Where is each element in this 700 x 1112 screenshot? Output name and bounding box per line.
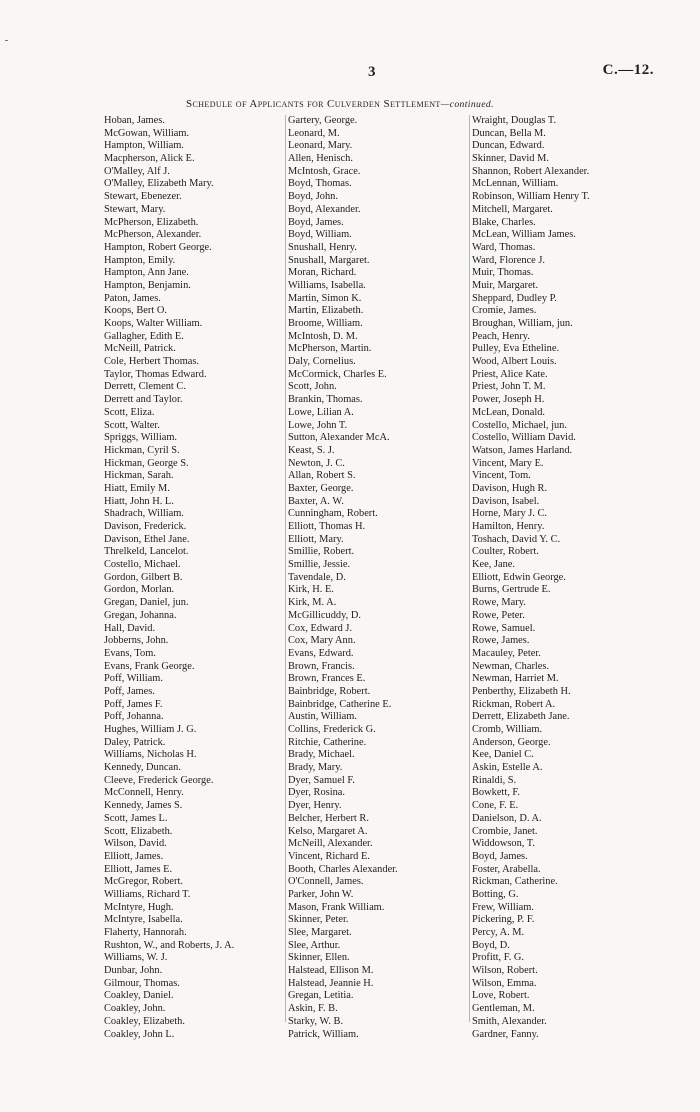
applicant-name: Boyd, James.	[288, 216, 344, 228]
applicant-name: Priest, Alice Kate.	[472, 368, 548, 380]
applicant-name: Slee, Arthur.	[288, 939, 341, 951]
applicant-name: Duncan, Bella M.	[472, 127, 546, 139]
applicant-name: Davison, Isabel.	[472, 495, 540, 507]
applicant-name: Robinson, William Henry T.	[472, 191, 590, 203]
applicant-name: Booth, Charles Alexander.	[288, 863, 398, 875]
applicant-name: Wilson, Robert.	[472, 965, 538, 977]
applicant-name: Costello, Michael.	[104, 559, 181, 571]
applicant-name: Koops, Walter William.	[104, 318, 203, 329]
applicant-name: Frew, William.	[472, 901, 534, 913]
applicant-name: McIntyre, Hugh.	[104, 901, 174, 913]
applicant-name: Newman, Charles.	[472, 660, 550, 672]
applicant-name: Patrick, William.	[288, 1028, 359, 1040]
applicant-name: Leonard, Mary.	[288, 140, 353, 152]
applicant-name: Sheppard, Dudley P.	[472, 292, 557, 304]
applicant-name: Hiatt, Emily M.	[104, 482, 170, 494]
applicant-name: Davison, Hugh R.	[472, 482, 548, 494]
applicant-name: Newman, Harriet M.	[472, 673, 559, 685]
applicant-name: Gallagher, Edith E.	[104, 330, 184, 342]
applicant-name: Scott, Eliza.	[104, 406, 155, 418]
applicant-name: Jobberns, John.	[104, 635, 169, 647]
applicant-name: McLean, William James.	[472, 229, 576, 241]
applicant-name: McIntyre, Isabella.	[104, 914, 183, 926]
applicant-name: Hampton, Emily.	[104, 254, 176, 266]
applicant-name: Wilson, Emma.	[472, 977, 537, 989]
applicant-name: Gentleman, M.	[472, 1003, 535, 1015]
applicant-name: McNeill, Patrick.	[104, 343, 176, 355]
applicant-name: Vincent, Mary E.	[472, 457, 544, 469]
applicant-name: Coakley, John.	[104, 1003, 166, 1015]
applicant-name: Williams, W. J.	[104, 952, 168, 964]
applicant-name: Hiatt, John H. L.	[104, 495, 174, 507]
applicant-name: Profitt, F. G.	[472, 952, 524, 964]
applicant-name: Gregan, Johanna.	[104, 609, 177, 621]
applicant-name: Cox, Edward J.	[288, 622, 353, 634]
applicant-name: Parker, John W.	[288, 888, 354, 900]
schedule-heading	[186, 98, 494, 110]
applicant-name: Hampton, Robert George.	[104, 241, 212, 253]
applicant-name: Macauley, Peter.	[472, 647, 541, 659]
applicant-name: Gardner, Fanny.	[472, 1028, 539, 1040]
applicant-name: Hughes, William J. G.	[104, 724, 197, 735]
applicant-name: Dyer, Henry.	[288, 800, 342, 812]
applicant-name: Gregan, Daniel, jun.	[104, 597, 189, 609]
applicant-name: Boyd, D.	[472, 939, 510, 951]
applicant-name: Williams, Nicholas H.	[104, 749, 197, 761]
applicant-name: Scott, Walter.	[104, 419, 160, 431]
applicant-name: Danielson, D. A.	[472, 812, 542, 824]
applicant-name: Penberthy, Elizabeth H.	[472, 685, 571, 697]
applicant-name: Rushton, W., and Roberts, J. A.	[104, 939, 235, 951]
applicant-name: Scott, John.	[288, 381, 337, 393]
heading-continued: —continued.	[440, 99, 494, 110]
applicant-name: Kirk, M. A.	[288, 597, 337, 609]
applicant-name: Coakley, John L.	[104, 1028, 175, 1040]
applicant-name: Collins, Frederick G.	[288, 724, 376, 735]
applicant-name: Cromie, James.	[472, 305, 537, 317]
applicants-column-1	[104, 115, 234, 1041]
applicant-name: Gordon, Morlan.	[104, 584, 175, 596]
applicant-name: Hampton, Benjamin.	[104, 279, 191, 291]
applicant-name: Macpherson, Alick E.	[104, 153, 195, 165]
applicant-name: Spriggs, William.	[104, 432, 177, 444]
applicant-name: Brankin, Thomas.	[288, 394, 363, 406]
applicant-name: Boyd, Thomas.	[288, 178, 352, 190]
applicant-name: Daly, Cornelius.	[288, 356, 356, 368]
applicant-name: Costello, William David.	[472, 432, 576, 444]
applicant-name: Vincent, Tom.	[472, 470, 531, 482]
applicant-name: Baxter, George.	[288, 482, 354, 494]
page-number: 3	[368, 64, 376, 80]
applicant-name: O'Malley, Alf J.	[104, 165, 170, 177]
applicant-name: Kirk, H. E.	[288, 584, 334, 596]
applicant-name: McPherson, Alexander.	[104, 229, 202, 241]
applicant-name: McPherson, Martin.	[288, 343, 372, 355]
applicant-name: Crombie, Janet.	[472, 825, 538, 837]
applicants-column-2	[285, 115, 398, 1040]
applicant-name: Cromb, William.	[472, 724, 543, 735]
applicant-name: Stewart, Ebenezer.	[104, 191, 182, 203]
applicant-name: Taylor, Thomas Edward.	[104, 368, 207, 380]
applicant-name: Power, Joseph H.	[472, 394, 545, 406]
applicant-name: Bowkett, F.	[472, 787, 520, 799]
applicant-name: Starky, W. B.	[288, 1015, 344, 1027]
applicant-name: McPherson, Elizabeth.	[104, 216, 199, 228]
applicant-name: Foster, Arabella.	[472, 863, 541, 875]
applicant-name: Rickman, Robert A.	[472, 698, 556, 710]
applicant-name: Dyer, Rosina.	[288, 787, 346, 799]
applicant-name: Coakley, Elizabeth.	[104, 1015, 185, 1027]
applicant-name: Cunningham, Robert.	[288, 508, 378, 520]
applicant-name: Brady, Mary.	[288, 762, 343, 774]
applicant-name: Evans, Frank George.	[104, 660, 195, 672]
applicant-name: Elliott, Mary.	[288, 533, 344, 545]
applicant-name: Wilson, David.	[104, 838, 167, 850]
applicant-name: Hickman, Sarah.	[104, 470, 174, 482]
applicant-name: Rowe, Samuel.	[472, 622, 536, 634]
applicant-name: Ritchie, Catherine.	[288, 736, 367, 748]
applicant-name: Allen, Henisch.	[288, 153, 353, 165]
applicant-name: Love, Robert.	[472, 990, 530, 1002]
applicant-name: Muir, Thomas.	[472, 267, 534, 279]
applicant-name: Scott, Elizabeth.	[104, 825, 173, 837]
applicant-name: Derrett and Taylor.	[104, 394, 183, 406]
applicant-name: Smith, Alexander.	[472, 1015, 547, 1027]
applicant-name: Brown, Francis.	[288, 660, 355, 672]
applicant-name: Askin, Estelle A.	[472, 762, 543, 774]
applicant-name: Tavendale, D.	[288, 571, 346, 583]
applicant-name: Hickman, Cyril S.	[104, 444, 180, 456]
applicant-name: Poff, William.	[104, 673, 163, 685]
applicant-name: Boyd, William.	[288, 229, 352, 241]
applicant-name: Kennedy, James S.	[104, 800, 183, 812]
applicant-name: Hampton, Ann Jane.	[104, 267, 189, 279]
applicant-name: Dyer, Samuel F.	[288, 774, 355, 786]
applicant-name: Threlkeld, Lancelot.	[104, 546, 189, 558]
applicant-name: Broome, William.	[288, 318, 363, 329]
applicant-name: Evans, Edward.	[288, 647, 354, 659]
applicant-name: Sutton, Alexander McA.	[288, 432, 390, 444]
applicant-name: Anderson, George.	[472, 736, 551, 748]
applicant-name: Cleeve, Frederick George.	[104, 774, 214, 786]
applicant-name: Snushall, Henry.	[288, 241, 357, 253]
applicant-name: Hall, David.	[104, 622, 156, 634]
applicant-name: Shannon, Robert Alexander.	[472, 165, 590, 177]
applicant-name: Askin, F. B.	[288, 1003, 338, 1015]
applicant-name: Derrett, Elizabeth Jane.	[472, 711, 570, 723]
applicant-name: Scott, James L.	[104, 812, 168, 824]
applicant-name: Brown, Frances E.	[288, 673, 366, 685]
applicant-name: Widdowson, T.	[472, 838, 535, 850]
applicant-name: Coakley, Daniel.	[104, 990, 174, 1002]
heading-main: Schedule of Applicants for Culverden Settlement	[186, 98, 441, 110]
applicant-name: Shadrach, William.	[104, 508, 184, 520]
applicant-name: Boyd, James.	[472, 850, 528, 862]
applicant-name: Smillie, Jessie.	[288, 559, 351, 571]
applicant-name: Halstead, Jeannie H.	[288, 977, 374, 989]
applicant-name: Horne, Mary J. C.	[472, 508, 548, 520]
applicant-name: Williams, Isabella.	[288, 279, 366, 291]
applicant-name: Muir, Margaret.	[472, 279, 539, 291]
applicant-name: Kee, Daniel C.	[472, 749, 534, 761]
applicant-name: Elliott, James E.	[104, 863, 173, 875]
applicant-name: Kelso, Margaret A.	[288, 825, 368, 837]
applicant-name: Martin, Elizabeth.	[288, 305, 364, 317]
applicant-name: Austin, William.	[288, 711, 357, 723]
applicant-name: McLennan, William.	[472, 178, 559, 190]
applicant-name: McIntosh, D. M.	[288, 330, 358, 342]
applicant-name: Hamilton, Henry.	[472, 521, 545, 532]
applicant-name: Evans, Tom.	[104, 647, 156, 659]
applicant-name: Kee, Jane.	[472, 559, 515, 571]
applicant-name: Poff, James.	[104, 685, 155, 697]
applicant-name: Daley, Patrick.	[104, 736, 166, 748]
applicant-name: Lowe, John T.	[288, 419, 348, 431]
applicant-name: Keast, S. J.	[288, 444, 335, 456]
applicant-name: Gartery, George.	[288, 115, 358, 126]
applicant-name: O'Malley, Elizabeth Mary.	[104, 178, 214, 190]
applicant-name: Boyd, Alexander.	[288, 203, 361, 215]
applicant-name: Burns, Gertrude E.	[472, 584, 551, 596]
applicant-name: Skinner, Ellen.	[288, 952, 350, 964]
applicant-name: McGillicuddy, D.	[288, 609, 361, 621]
applicant-name: Paton, James.	[104, 292, 161, 304]
applicant-name: Toshach, David Y. C.	[472, 533, 561, 545]
applicant-name: McNeill, Alexander.	[288, 838, 373, 850]
applicant-name: Gilmour, Thomas.	[104, 977, 180, 989]
applicant-name: Dunbar, John.	[104, 965, 163, 977]
applicant-name: Koops, Bert O.	[104, 305, 167, 317]
applicant-name: Watson, James Harland.	[472, 444, 573, 456]
applicant-name: Rowe, Peter.	[472, 609, 525, 621]
applicant-name: Mason, Frank William.	[288, 901, 385, 913]
applicant-name: Slee, Margaret.	[288, 927, 352, 938]
applicant-name: Kennedy, Duncan.	[104, 762, 181, 774]
applicant-name: Hampton, William.	[104, 140, 184, 152]
applicant-name: Hoban, James.	[104, 115, 165, 126]
applicant-name: Cone, F. E.	[472, 800, 519, 812]
applicant-name: Davison, Frederick.	[104, 521, 187, 532]
applicant-name: Ward, Florence J.	[472, 254, 546, 266]
applicant-name: Pickering, P. F.	[472, 914, 535, 926]
applicant-name: Elliott, Edwin George.	[472, 571, 566, 583]
applicant-name: Rowe, James.	[472, 635, 530, 647]
margin-mark	[5, 40, 8, 41]
applicants-column-3	[469, 115, 590, 1040]
applicant-name: Botting, G.	[472, 888, 519, 900]
applicant-name: Allan, Robert S.	[288, 470, 356, 482]
applicant-name: Priest, John T. M.	[472, 381, 546, 393]
applicant-name: Mitchell, Margaret.	[472, 203, 553, 215]
applicant-name: Baxter, A. W.	[288, 495, 344, 507]
applicant-name: Brady, Michael.	[288, 749, 355, 761]
applicant-name: Williams, Richard T.	[104, 888, 191, 900]
applicant-name: Martin, Simon K.	[288, 292, 362, 304]
applicant-name: Costello, Michael, jun.	[472, 419, 567, 431]
applicant-name: Davison, Ethel Jane.	[104, 533, 190, 545]
applicant-name: Skinner, David M.	[472, 153, 549, 165]
applicant-name: Blake, Charles.	[472, 216, 536, 228]
applicant-name: Lowe, Lilian A.	[288, 406, 354, 418]
applicant-name: Elliott, James.	[104, 850, 164, 862]
applicant-name: Gordon, Gilbert B.	[104, 571, 183, 583]
applicant-name: Coulter, Robert.	[472, 546, 539, 558]
applicant-name: Elliott, Thomas H.	[288, 521, 366, 532]
applicant-name: Hickman, George S.	[104, 457, 189, 469]
applicant-name: Duncan, Edward.	[472, 140, 545, 152]
applicant-name: McGowan, William.	[104, 127, 190, 139]
applicant-name: Smillie, Robert.	[288, 546, 355, 558]
applicant-name: Rickman, Catherine.	[472, 876, 558, 888]
applicant-name: Stewart, Mary.	[104, 203, 166, 215]
applicant-name: Leonard, M.	[288, 127, 340, 139]
applicant-name: McCormick, Charles E.	[288, 368, 387, 380]
applicant-name: Cole, Herbert Thomas.	[104, 356, 200, 368]
applicant-name: McLean, Donald.	[472, 406, 545, 418]
applicant-name: Flaherty, Hannorah.	[104, 927, 187, 938]
applicant-name: Rowe, Mary.	[472, 597, 526, 609]
applicant-name: Belcher, Herbert R.	[288, 812, 369, 824]
applicant-name: Derrett, Clement C.	[104, 381, 186, 393]
applicant-name: Bainbridge, Robert.	[288, 685, 371, 697]
applicant-name: Wood, Albert Louis.	[472, 356, 557, 368]
applicant-name: Halstead, Ellison M.	[288, 965, 374, 977]
applicant-name: Poff, Johanna.	[104, 711, 164, 723]
applicant-name: Peach, Henry.	[472, 330, 530, 342]
applicant-name: Skinner, Peter.	[288, 914, 349, 926]
applicant-name: Bainbridge, Catherine E.	[288, 698, 392, 710]
applicant-name: O'Connell, James.	[288, 876, 364, 888]
applicant-name: McIntosh, Grace.	[288, 165, 361, 177]
applicant-name: Ward, Thomas.	[472, 241, 536, 253]
applicant-name: Rinaldi, S.	[472, 774, 517, 786]
applicant-name: Gregan, Letitia.	[288, 990, 354, 1002]
applicant-name: Poff, James F.	[104, 698, 163, 710]
applicant-name: Broughan, William, jun.	[472, 318, 573, 329]
applicant-name: Moran, Richard.	[288, 267, 357, 279]
applicant-name: Wraight, Douglas T.	[472, 115, 557, 126]
applicant-name: Snushall, Margaret.	[288, 254, 370, 266]
applicant-name: McConnell, Henry.	[104, 787, 184, 799]
applicant-name: Percy, A. M.	[472, 927, 525, 938]
applicant-name: Pulley, Eva Etheline.	[472, 343, 560, 355]
applicant-name: Vincent, Richard E.	[288, 850, 370, 862]
applicant-name: Newton, J. C.	[288, 457, 345, 469]
applicant-name: Boyd, John.	[288, 191, 338, 203]
document-reference: C.—12.	[602, 62, 654, 78]
applicant-name: McGregor, Robert.	[104, 876, 183, 888]
applicant-name: Cox, Mary Ann.	[288, 635, 356, 647]
